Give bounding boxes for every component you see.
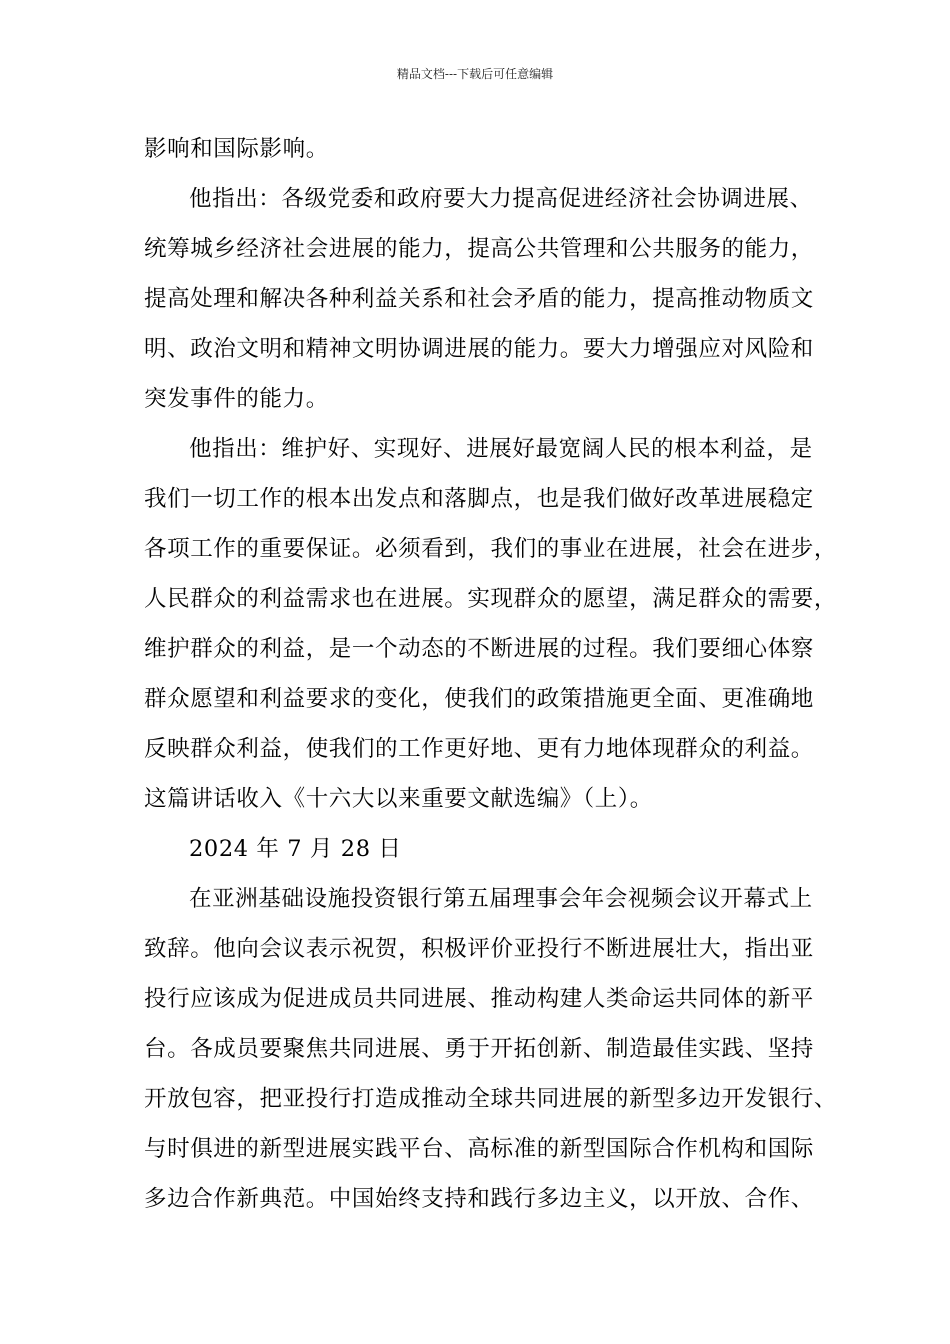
document-body	[144, 124, 838, 1224]
text-line: 在亚洲基础设施投资银行第五届理事会年会视频会议开幕式上	[189, 886, 813, 912]
text-line: 群众愿望和利益要求的变化，使我们的政策措施更全面、更准确地	[144, 686, 814, 712]
text-line: 投行应该成为促进成员共同进展、推动构建人类命运共同体的新平	[144, 986, 814, 1012]
text-line: 2024 年 7 月 28 日	[189, 836, 402, 862]
text-line: 他指出：维护好、实现好、进展好最宽阔人民的根本利益，是	[189, 436, 813, 462]
text-line: 开放包容，把亚投行打造成推动全球共同进展的新型多边开发银行、	[144, 1086, 838, 1112]
text-line: 统筹城乡经济社会进展的能力，提高公共管理和公共服务的能力，	[144, 236, 814, 262]
text-line: 维护群众的利益，是一个动态的不断进展的过程。我们要细心体察	[144, 636, 814, 662]
text-line: 人民群众的利益需求也在进展。实现群众的愿望，满足群众的需要，	[144, 586, 838, 612]
page-header: 精品文档---下载后可任意编辑	[396, 67, 554, 81]
text-line: 影响和国际影响。	[144, 136, 329, 162]
text-line: 提高处理和解决各种利益关系和社会矛盾的能力，提高推动物质文	[144, 286, 814, 312]
text-line: 他指出：各级党委和政府要大力提高促进经济社会协调进展、	[189, 186, 813, 212]
text-line: 多边合作新典范。中国始终支持和践行多边主义，以开放、合作、	[144, 1186, 814, 1212]
text-line: 突发事件的能力。	[144, 386, 329, 412]
text-line: 这篇讲话收入《十六大以来重要文献选编》（上）。	[144, 786, 653, 812]
text-line: 致辞。他向会议表示祝贺，积极评价亚投行不断进展壮大，指出亚	[144, 936, 814, 962]
text-line: 我们一切工作的根本出发点和落脚点，也是我们做好改革进展稳定	[144, 486, 814, 512]
text-line: 各项工作的重要保证。必须看到，我们的事业在进展，社会在进步，	[144, 536, 838, 562]
text-line: 反映群众利益，使我们的工作更好地、更有力地体现群众的利益。	[144, 736, 814, 762]
text-line: 与时俱进的新型进展实践平台、高标准的新型国际合作机构和国际	[144, 1136, 814, 1162]
text-line: 台。各成员要聚焦共同进展、勇于开拓创新、制造最佳实践、坚持	[144, 1036, 814, 1062]
text-line: 明、政治文明和精神文明协调进展的能力。要大力增强应对风险和	[144, 336, 814, 362]
